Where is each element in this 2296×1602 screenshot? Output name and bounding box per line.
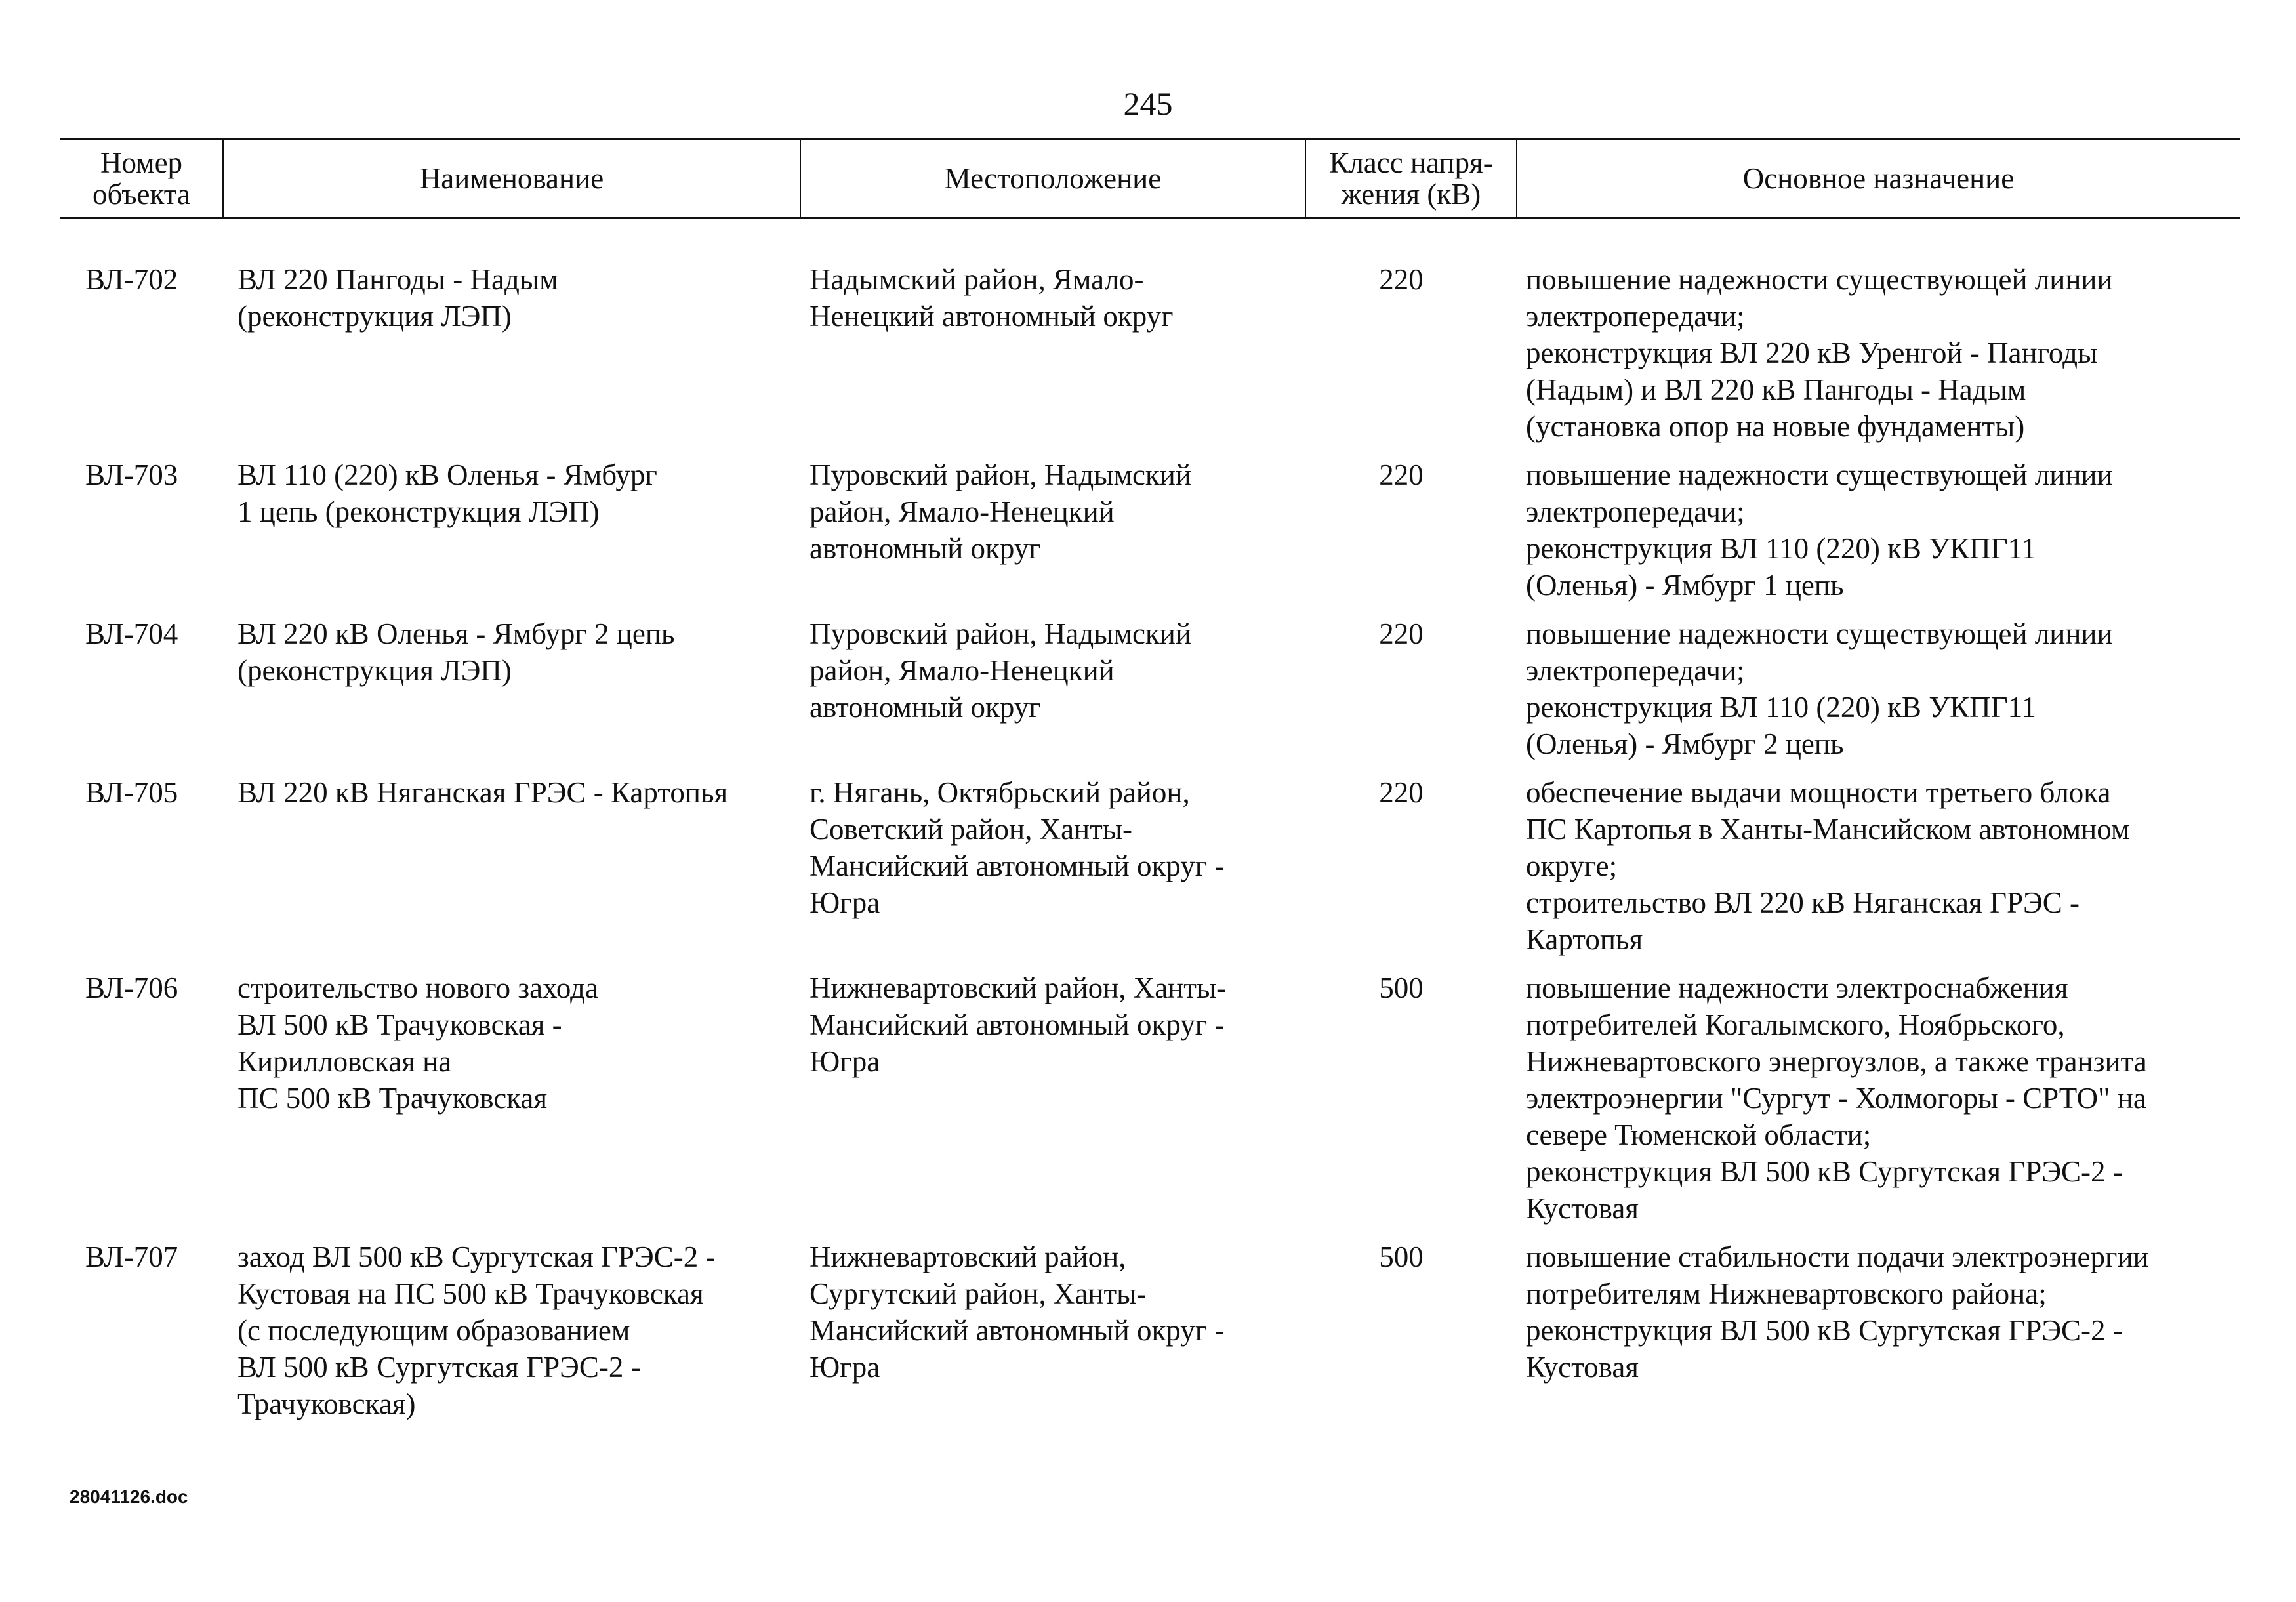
cell-location: [800, 615, 1305, 762]
header-voltage-class: [1305, 139, 1517, 218]
cell-object-number: ВЛ-705: [85, 776, 178, 809]
cell-purpose-line: реконструкция ВЛ 110 (220) кВ УКПГ11: [1526, 532, 2036, 565]
cell-name-line: Трачуковская): [237, 1387, 416, 1420]
cell-purpose-line: Кустовая: [1526, 1192, 1639, 1225]
cell-location-line: Мансийский автономный округ -: [810, 850, 1225, 882]
cell-name-line: Кустовая на ПС 500 кВ Трачуковская: [237, 1277, 704, 1310]
cell-location: [800, 218, 1305, 445]
cell-voltage-class: 500: [1379, 1241, 1424, 1273]
cell-location-line: Мансийский автономный округ -: [810, 1314, 1225, 1347]
table-header: [60, 139, 2240, 218]
cell-location-line: Югра: [810, 1351, 880, 1384]
cell-name-line: Кирилловская на: [237, 1045, 452, 1078]
cell-purpose-line: электроэнергии "Сургут - Холмогоры - СРТО" на: [1526, 1082, 2146, 1115]
cell-location-line: автономный округ: [810, 691, 1041, 724]
cell-location: [800, 457, 1305, 604]
cell-purpose-line: потребителям Нижневартовского района;: [1526, 1277, 2047, 1310]
row-spacer-cell: [60, 958, 2240, 970]
cell-location-line: район, Ямало-Ненецкий: [810, 495, 1115, 528]
row-spacer-cell: [60, 604, 2240, 615]
cell-name-line: ВЛ 500 кВ Трачуковская -: [237, 1008, 562, 1041]
cell-purpose-line: реконструкция ВЛ 220 кВ Уренгой - Пангоды: [1526, 337, 2098, 369]
row-spacer: [60, 762, 2240, 774]
cell-name-line: 1 цепь (реконструкция ЛЭП): [237, 495, 600, 528]
table-row: [60, 457, 2240, 604]
cell-location-line: Пуровский район, Надымский: [810, 617, 1191, 650]
cell-purpose-line: севере Тюменской области;: [1526, 1119, 1872, 1151]
cell-voltage-class: 220: [1379, 776, 1424, 809]
page-number: 245: [1123, 85, 1173, 122]
cell-purpose-line: Кустовая: [1526, 1351, 1639, 1384]
cell-purpose-line: Картопья: [1526, 923, 1643, 956]
row-spacer: [60, 1227, 2240, 1239]
cell-purpose-line: (Оленья) - Ямбург 1 цепь: [1526, 569, 1844, 602]
row-spacer: [60, 958, 2240, 970]
cell-voltage-class: 220: [1379, 459, 1424, 491]
cell-purpose-line: электропередачи;: [1526, 654, 1745, 687]
cell-object-number: ВЛ-703: [85, 459, 178, 491]
cell-purpose: [1517, 615, 2240, 762]
header-voltage-class-line: жения (кВ): [1341, 178, 1481, 211]
cell-purpose-line: электропередачи;: [1526, 495, 1745, 528]
cell-location-line: Мансийский автономный округ -: [810, 1008, 1225, 1041]
header-purpose: Основное назначение: [1517, 139, 2240, 218]
cell-name: [223, 457, 800, 604]
cell-name-line: (реконструкция ЛЭП): [237, 654, 512, 687]
cell-purpose-line: ПС Картопья в Ханты-Мансийском автономном: [1526, 813, 2130, 846]
objects-table: [60, 138, 2240, 1422]
cell-purpose-line: повышение надежности существующей линии: [1526, 263, 2113, 296]
table-row: [60, 1239, 2240, 1422]
cell-object-number: ВЛ-704: [85, 617, 178, 650]
header-location: Местоположение: [800, 139, 1305, 218]
cell-voltage-class: 500: [1379, 972, 1424, 1004]
cell-location-line: Югра: [810, 1045, 880, 1078]
cell-location-line: район, Ямало-Ненецкий: [810, 654, 1115, 687]
row-spacer-cell: [60, 1227, 2240, 1239]
cell-purpose-line: (установка опор на новые фундаменты): [1526, 410, 2025, 443]
cell-purpose: [1517, 1239, 2240, 1422]
cell-name-line: строительство нового захода: [237, 972, 598, 1004]
cell-voltage-class: 220: [1379, 263, 1424, 296]
cell-purpose-line: округе;: [1526, 850, 1618, 882]
cell-purpose-line: реконструкция ВЛ 500 кВ Сургутская ГРЭС-2 -: [1526, 1314, 2123, 1347]
cell-purpose-line: обеспечение выдачи мощности третьего блока: [1526, 776, 2111, 809]
cell-purpose: [1517, 774, 2240, 958]
row-spacer: [60, 604, 2240, 615]
header-object-number-line: объекта: [92, 178, 190, 211]
cell-location-line: г. Нягань, Октябрьский район,: [810, 776, 1190, 809]
cell-name-line: ВЛ 220 Пангоды - Надым: [237, 263, 558, 296]
cell-purpose: [1517, 970, 2240, 1227]
cell-location-line: автономный округ: [810, 532, 1041, 565]
cell-purpose: [1517, 457, 2240, 604]
cell-object-number: ВЛ-702: [85, 263, 178, 296]
cell-name-line: ПС 500 кВ Трачуковская: [237, 1082, 548, 1115]
cell-location: [800, 774, 1305, 958]
cell-purpose-line: повышение надежности электроснабжения: [1526, 972, 2068, 1004]
cell-purpose-line: повышение надежности существующей линии: [1526, 617, 2113, 650]
cell-purpose-line: повышение стабильности подачи электроэнергии: [1526, 1241, 2149, 1273]
cell-location-line: Советский район, Ханты-: [810, 813, 1133, 846]
cell-purpose-line: реконструкция ВЛ 500 кВ Сургутская ГРЭС-2 -: [1526, 1155, 2123, 1188]
cell-name: [223, 1239, 800, 1422]
cell-name: [223, 218, 800, 445]
header-object-number-line: Номер: [100, 146, 183, 179]
table-body: [60, 218, 2240, 1423]
cell-name: [223, 615, 800, 762]
cell-name-line: (с последующим образованием: [237, 1314, 630, 1347]
cell-location-line: Сургутский район, Ханты-: [810, 1277, 1147, 1310]
cell-object-number: ВЛ-706: [85, 972, 178, 1004]
cell-purpose-line: строительство ВЛ 220 кВ Няганская ГРЭС -: [1526, 886, 2080, 919]
cell-purpose-line: Нижневартовского энергоузлов, а также транзита: [1526, 1045, 2147, 1078]
cell-name-line: ВЛ 110 (220) кВ Оленья - Ямбург: [237, 459, 657, 491]
row-spacer-cell: [60, 762, 2240, 774]
cell-name-line: ВЛ 220 кВ Оленья - Ямбург 2 цепь: [237, 617, 675, 650]
cell-name: [223, 970, 800, 1227]
cell-purpose-line: потребителей Когалымского, Ноябрьского,: [1526, 1008, 2065, 1041]
cell-name-line: заход ВЛ 500 кВ Сургутская ГРЭС-2 -: [237, 1241, 716, 1273]
cell-name-line: ВЛ 220 кВ Няганская ГРЭС - Картопья: [237, 776, 728, 809]
cell-location-line: Ненецкий автономный округ: [810, 300, 1174, 333]
cell-location-line: Югра: [810, 886, 880, 919]
cell-location-line: Надымский район, Ямало-: [810, 263, 1144, 296]
cell-voltage-class: 220: [1379, 617, 1424, 650]
cell-purpose: [1517, 218, 2240, 445]
header-name: Наименование: [223, 139, 800, 218]
cell-purpose-line: электропередачи;: [1526, 300, 1745, 333]
cell-name-line: ВЛ 500 кВ Сургутская ГРЭС-2 -: [237, 1351, 641, 1384]
cell-location: [800, 1239, 1305, 1422]
cell-name: [223, 774, 800, 958]
cell-location-line: Нижневартовский район, Ханты-: [810, 972, 1227, 1004]
cell-purpose-line: повышение надежности существующей линии: [1526, 459, 2113, 491]
row-spacer-cell: [60, 445, 2240, 457]
cell-object-number: ВЛ-707: [85, 1241, 178, 1273]
cell-location-line: Пуровский район, Надымский: [810, 459, 1191, 491]
row-spacer: [60, 445, 2240, 457]
header-object-number: [60, 139, 223, 218]
cell-location: [800, 970, 1305, 1227]
cell-purpose-line: реконструкция ВЛ 110 (220) кВ УКПГ11: [1526, 691, 2036, 724]
cell-purpose-line: (Оленья) - Ямбург 2 цепь: [1526, 728, 1844, 760]
cell-location-line: Нижневартовский район,: [810, 1241, 1126, 1273]
cell-purpose-line: (Надым) и ВЛ 220 кВ Пангоды - Надым: [1526, 373, 2026, 406]
table-row: [60, 218, 2240, 445]
table-row: [60, 615, 2240, 762]
header-voltage-class-line: Класс напря-: [1329, 146, 1493, 179]
cell-name-line: (реконструкция ЛЭП): [237, 300, 512, 333]
table-row: [60, 970, 2240, 1227]
footer-filename: 28041126.doc: [70, 1487, 188, 1507]
table-row: [60, 774, 2240, 958]
